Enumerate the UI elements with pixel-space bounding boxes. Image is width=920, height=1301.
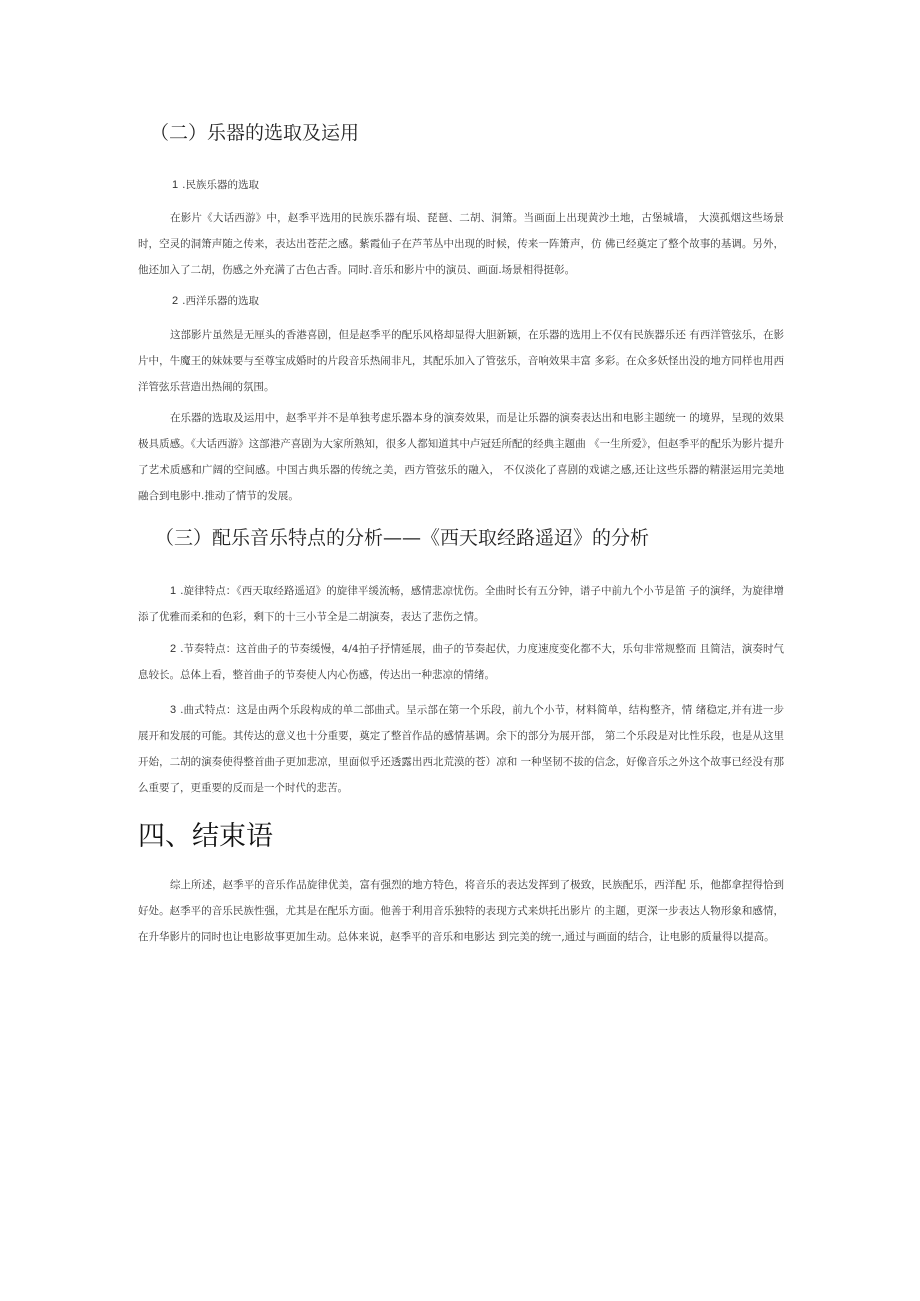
paragraph-melody-features bbox=[138, 578, 784, 630]
paragraph-form-features bbox=[138, 697, 784, 801]
item-text: .曲式特点：这是由两个乐段构成的单二部曲式。呈示部在第一个乐段，前九个小节，材料简单，结构整齐，情 绪稳定,并有进一步展开和发展的可能。其传达的意义也十分重要，奠定了整首作品的感情基调。余下的部分为展开部， 第二个乐段是对比性乐段，也是从这里开始，二胡的演奏使得整首曲子更加悲凉，里面似乎还透露出西北荒漠的苍）凉和 一种坚韧不拔的信念，好像音乐之外这个故事已经没有那么重要了，更重要的反而是一个时代的悲苦。 bbox=[138, 704, 784, 794]
subheading-ethnic-instruments bbox=[172, 178, 259, 192]
section-heading-conclusion: 四、结束语 bbox=[138, 821, 273, 852]
item-number: 1 bbox=[170, 585, 177, 597]
subheading-number: 2 bbox=[172, 295, 179, 307]
item-number: 3 bbox=[170, 704, 177, 716]
subheading-text: .民族乐器的选取 bbox=[182, 179, 259, 191]
item-number: 2 bbox=[170, 643, 177, 655]
subheading-western-instruments bbox=[172, 294, 259, 308]
paragraph-conclusion: 综上所述，赵季平的音乐作品旋律优美，富有强烈的地方特色，将音乐的表达发挥到了极致，民族配乐，西洋配 乐，他都拿捏得恰到好处。赵季平的音乐民族性强，尤其是在配乐方面。他善于利用音乐独特的表现方式来烘托出影片 的主题，更深一步表达人物形象和感情，在升华影片的同时也让电影故事更加生动。总体来说，赵季平的音乐和电影达 到完美的统一,通过与画面的结合，让电影的质量得以提高。 bbox=[138, 879, 784, 943]
paragraph-rhythm-features bbox=[138, 636, 784, 688]
subheading-text: .西洋乐器的选取 bbox=[182, 295, 259, 307]
paragraph-western-instruments: 这部影片虽然是无厘头的香港喜剧，但是赵季平的配乐风格却显得大胆新颖，在乐器的选用上不仅有民族器乐还 有西洋管弦乐，在影片中，牛魔王的妹妹要与至尊宝成婚时的片段音乐热闹非凡，其配乐加入了管弦乐，音响效果丰富 多彩。在众多妖怪出没的地方同样也用西洋管弦乐营造出热闹的氛围。 bbox=[138, 329, 784, 393]
section-heading-analysis: （三）配乐音乐特点的分析——《西天取经路遥迢》的分析 bbox=[155, 527, 650, 549]
item-text: .节奏特点：这首曲子的节奏缓慢，4/4拍子抒情延展，曲子的节奏起伏，力度速度变化都不大，乐句非常规整而 且简洁，演奏时气息较长。总体上看，整首曲子的节奏使人内心伤感，传达出一种悲凉的情绪。 bbox=[138, 643, 784, 681]
paragraph-instrument-usage: 在乐器的选取及运用中，赵季平并不是单独考虑乐器本身的演奏效果，而是让乐器的演奏表达出和电影主题统一 的境界，呈现的效果极具质感。《大话西游》这部港产喜剧为大家所熟知，很多人都知道其中卢冠廷所配的经典主题曲 《一生所爱》，但赵季平的配乐为影片提升了艺术质感和广阔的空间感。中国古典乐器的传统之美，西方管弦乐的融入， 不仅淡化了喜剧的戏谑之感,还让这些乐器的精湛运用完美地融合到电影中.推动了情节的发展。 bbox=[138, 412, 784, 502]
section-heading-instruments: （二）乐器的选取及运用 bbox=[150, 122, 360, 144]
subheading-number: 1 bbox=[172, 179, 179, 191]
paragraph-ethnic-instruments: 在影片《大话西游》中，赵季平选用的民族乐器有埙、琵琶、二胡、洞箫。当画面上出现黄沙土地，古堡城墙， 大漠孤烟这些场景时，空灵的洞箫声随之传来，表达出苍茫之感。紫霞仙子在芦苇丛中出现的时候，传来一阵箫声，仿 佛已经奠定了整个故事的基调。另外，他还加入了二胡，伤感之外充满了古色古香。同时.音乐和影片中的演员、画面.场景相得挺彰。 bbox=[138, 212, 784, 276]
item-text: .旋律特点：《西天取经路遥迢》的旋律平缓流畅，感情悲凉忧伤。全曲时长有五分钟，谱子中前九个小节是笛 子的演绎，为旋律增添了优雅而柔和的色彩，剩下的十三小节全是二胡演奏，表达了悲伤之情。 bbox=[138, 585, 784, 623]
